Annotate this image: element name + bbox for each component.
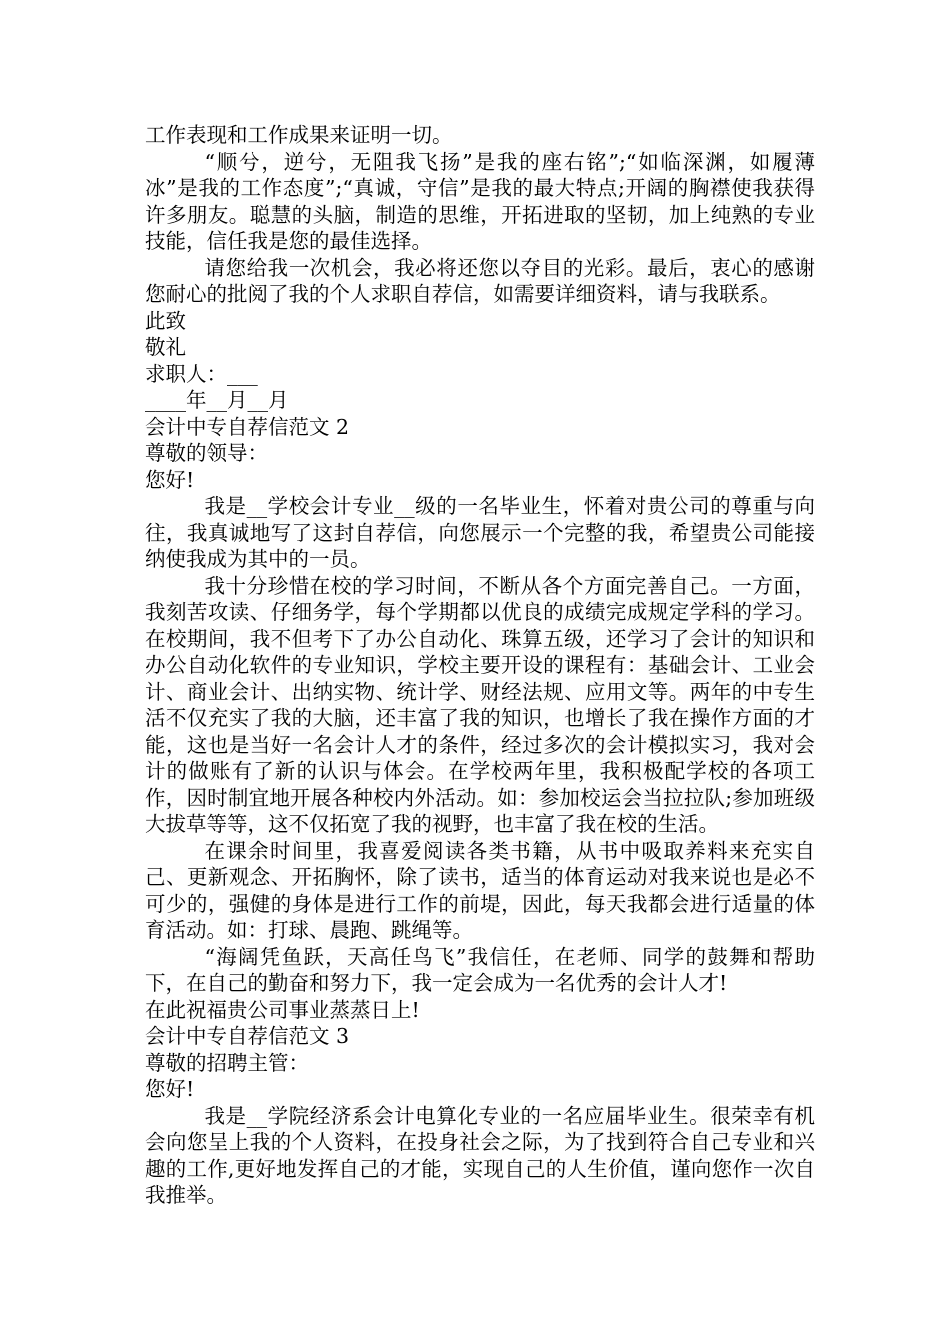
date-line: ____年__月__月 bbox=[145, 388, 289, 412]
section-title-3: 会计中专自荐信范文 3 bbox=[145, 1024, 350, 1048]
greeting-3: 您好! bbox=[145, 1077, 195, 1101]
section-title-2: 会计中专自荐信范文 2 bbox=[145, 414, 350, 439]
paragraph-3: 请您给我一次机会，我必将还您以夺目的光彩。最后，衷心的感谢您耐心的批阅了我的个人求职自荐信，如需要详细资料，请与我联系。 bbox=[145, 255, 815, 306]
paragraph-intro-2: 我是__学校会计专业__级的一名毕业生，怀着对贵公司的尊重与向往，我真诚地写了这封自荐信，向您展示一个完整的我，希望贵公司能接纳使我成为其中的一员。 bbox=[145, 494, 815, 571]
paragraph-intro-3: 我是__学院经济系会计电算化专业的一名应届毕业生。很荣幸有机会向您呈上我的个人资料，在投身社会之际，为了找到符合自己专业和兴趣的工作,更好地发挥自己的才能，实现自己的人生价值，谨向您作一次自我推举。 bbox=[145, 1103, 815, 1207]
paragraph-1: 工作表现和工作成果来证明一切。 bbox=[145, 123, 453, 147]
blessing-line-2: 在此祝福贵公司事业蒸蒸日上! bbox=[145, 997, 420, 1022]
paragraph-hobby-2: 在课余时间里，我喜爱阅读各类书籍，从书中吸取养料来充实自己、更新观念、开拓胸怀，除了读书，适当的体育运动对我来说也是必不可少的，强健的身体是进行工作的前堤，因此，每天我都会进行适量的体育活动。如：打球、晨跑、跳绳等。 bbox=[145, 838, 815, 942]
salutation-2: 尊敬的领导： bbox=[145, 441, 268, 465]
applicant-line: 求职人：___ bbox=[145, 361, 258, 386]
closing-line-cizhi: 此致 bbox=[145, 308, 186, 333]
paragraph-motto-2: “海阔凭鱼跃，天高任鸟飞”我信任，在老师、同学的鼓舞和帮助下，在自己的勤奋和努力下，我一定会成为一名优秀的会计人才! bbox=[145, 944, 815, 995]
salutation-3: 尊敬的招聘主管： bbox=[145, 1050, 309, 1075]
paragraph-2: “顺兮，逆兮，无阻我飞扬”是我的座右铭”;“如临深渊，如履薄冰”是我的工作态度”;“真诚，守信”是我的最大特点;开阔的胸襟使我获得许多朋友。聪慧的头脑，制造的思维，开拓进取的坚韧，加上纯熟的专业技能，信任我是您的最佳选择。 bbox=[145, 149, 815, 253]
document-page bbox=[145, 122, 815, 1209]
greeting-2: 您好! bbox=[145, 467, 195, 492]
closing-line-jingli: 敬礼 bbox=[145, 335, 186, 359]
paragraph-study-2: 我十分珍惜在校的学习时间，不断从各个方面完善自己。一方面，我刻苦攻读、仔细务学，每个学期都以优良的成绩完成规定学科的学习。在校期间，我不但考下了办公自动化、珠算五级，还学习了会计的知识和办公自动化软件的专业知识，学校主要开设的课程有：基础会计、工业会计、商业会计、出纳实物、统计学、财经法规、应用文等。两年的中专生活不仅充实了我的大脑，还丰富了我的知识，也增长了我在操作方面的才能，这也是当好一名会计人才的条件，经过多次的会计模拟实习，我对会计的做账有了新的认识与体会。在学校两年里，我积极配学校的各项工作，因时制宜地开展各种校内外活动。如：参加校运会当拉拉队;参加班级大拔草等等，这不仅拓宽了我的视野，也丰富了我在校的生活。 bbox=[145, 573, 815, 836]
